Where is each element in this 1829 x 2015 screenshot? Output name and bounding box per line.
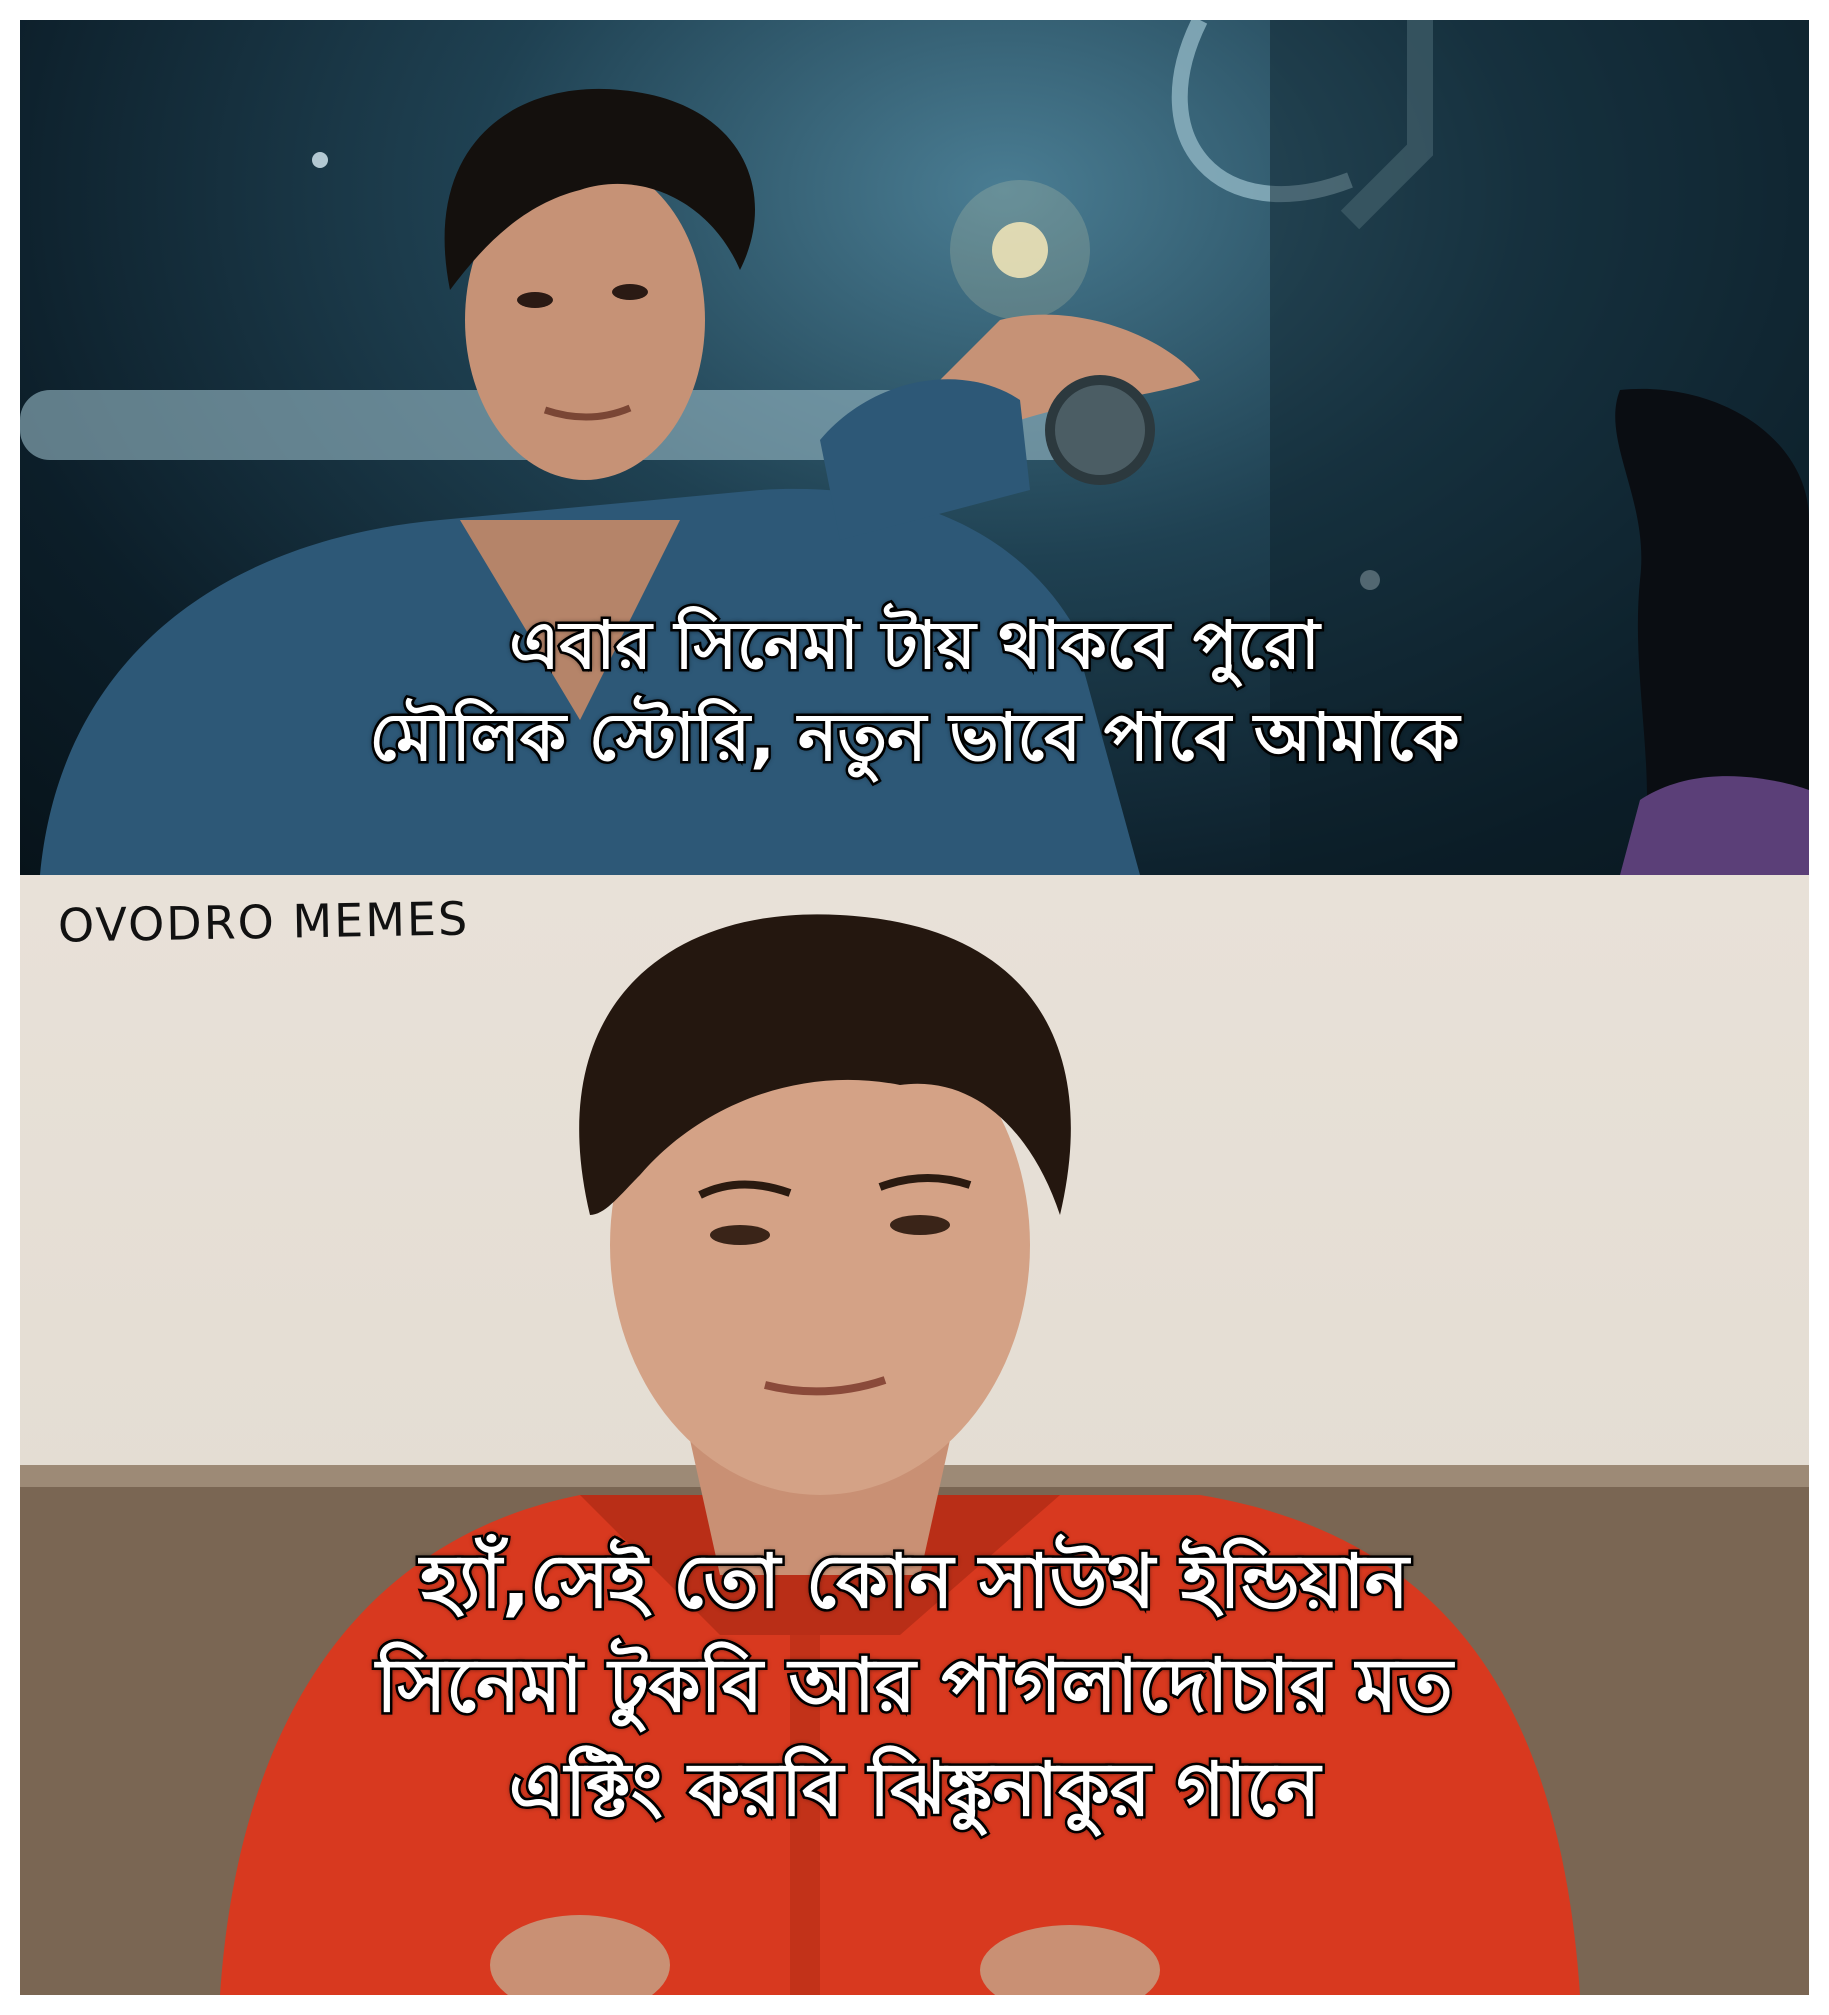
bottom-caption-line-2: সিনেমা টুকবি আর পাগলাদোচার মত [376,1643,1453,1729]
bottom-caption-line-3: এক্টিং করবি ঝিঙ্কুনাকুর গানে [508,1747,1321,1833]
top-caption-line-1: এবার সিনেমা টায় থাকবে পুরো [509,607,1320,684]
watermark-text: OVODRO MEMES [57,891,470,953]
bottom-caption [20,1530,1809,1842]
bottom-panel [20,875,1809,1995]
man-right-eye [612,284,648,300]
man-right-eye [890,1215,950,1235]
meme-frame [20,20,1809,1995]
gear [1050,380,1150,480]
background-light [312,152,328,168]
bottom-caption-line-1: হ্যাঁ,সেই তো কোন সাউথ ইন্ডিয়ান [420,1539,1409,1625]
top-panel [20,20,1809,875]
background-light-glow [950,180,1090,320]
man-left-eye [710,1225,770,1245]
top-caption-line-2: মৌলিক স্টোরি, নতুন ভাবে পাবে আমাকে [369,699,1460,776]
man-left-eye [517,292,553,308]
top-caption [20,600,1809,784]
